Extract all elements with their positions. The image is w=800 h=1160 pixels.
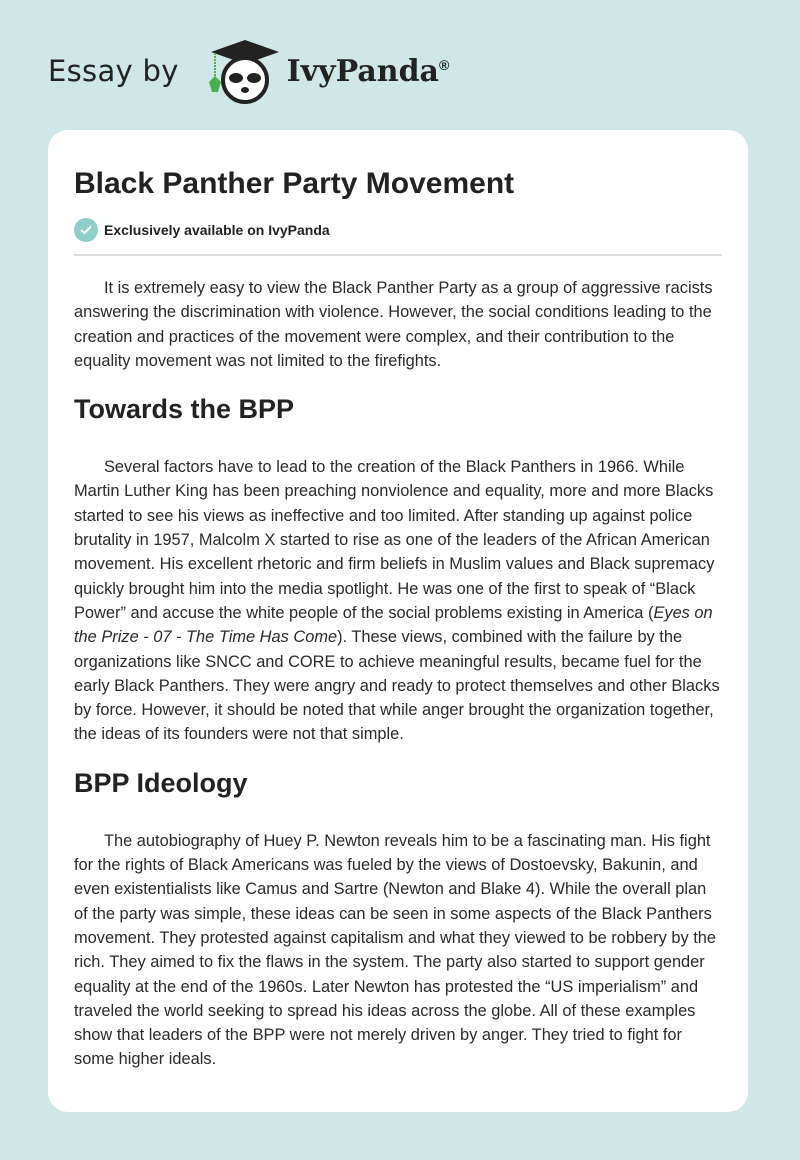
essay-card <box>48 130 748 1112</box>
section-heading: Towards the BPP <box>74 394 295 425</box>
panda-logo-icon[interactable] <box>197 36 281 106</box>
badge-label: Exclusively available on IvyPanda <box>104 222 330 238</box>
page-title: Black Panther Party Movement <box>74 167 515 200</box>
section-paragraph: Several factors have to lead to the creation of the Black Panthers in 1966. While Martin Luther King has been preaching nonviolence and equality, more and more Blacks started to see his views as ineffective and too limited. After standing up against police brutality in 1957, Malcolm X started to rise as one of the leaders of the African American movement. His excellent rhetoric and firm beliefs in Muslim values and Black supremacy quickly brought him into the media spotlight. He was one of the first to speak of “Black Power” and accuse the white people of the social problems existing in America (Eyes on the Prize - 07 - The Time Has Come). These views, combined with the failure by the organizations like SNCC and CORE to achieve meaningful results, became fuel for the early Black Panthers. They were angry and ready to protect themselves and other Blacks by force. However, it should be noted that while anger brought the organization together, the ideas of its founders were not that simple. <box>74 458 720 744</box>
essay-by-label: Essay by <box>48 54 179 88</box>
section-paragraph: The autobiography of Huey P. Newton reveals him to be a fascinating man. His fight for the rights of Black Americans was fueled by the views of Dostoevsky, Bakunin, and even existentialists like Camus and Sartre (Newton and Blake 4). While the overall plan of the party was simple, these ideas can be seen in some aspects of the Black Panthers movement. They protested against capitalism and what they viewed to be robbery by the rich. They aimed to fix the flaws in the system. The party also started to support gender equality at the end of the 1960s. Later Newton has protested the “US imperialism” and traveled the world seeking to spread his ideas across the globe. All of these examples show that leaders of the BPP were not merely driven by anger. They tried to fight for some higher ideals. <box>74 831 717 1069</box>
exclusive-badge <box>74 218 722 242</box>
citation: Eyes on the Prize - 07 - The Time Has Come <box>74 603 713 647</box>
brand-name: IvyPanda® <box>286 53 450 89</box>
section-heading: BPP Ideology <box>74 767 248 798</box>
site-header <box>48 36 449 106</box>
divider <box>74 254 722 256</box>
check-icon <box>74 218 98 242</box>
intro-paragraph: It is extremely easy to view the Black Panther Party as a group of aggressive racists answering the discrimination with violence. However, the social conditions leading to the creation and practices of the movement were complex, and their contribution to the equality movement was not limited to the firefights. <box>74 279 713 370</box>
